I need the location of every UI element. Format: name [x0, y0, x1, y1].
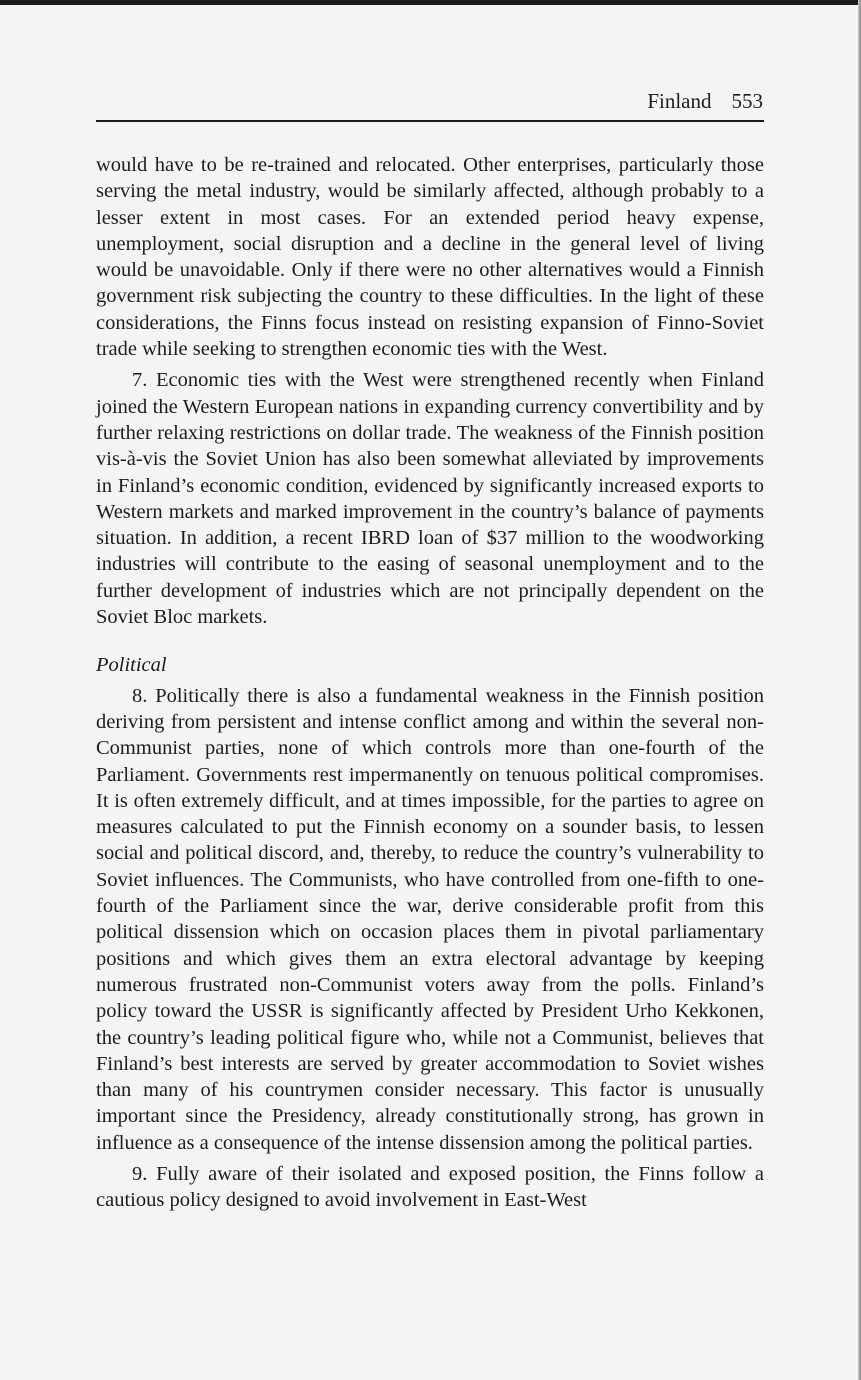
paragraph-9: 9. Fully aware of their isolated and exposed position, the Finns follow a cautious policy designed to avoid involvement in East-West: [96, 1162, 764, 1212]
scan-top-edge: [0, 0, 861, 5]
document-page: [96, 88, 764, 1214]
body-text: [96, 152, 764, 1214]
running-title: Finland: [647, 89, 712, 113]
paragraph-continued: would have to be re-trained and relocated. Other enterprises, particularly those serving the metal industry, would be similarly affected, although probably to a lesser extent in most cases. For an extended period heavy expense, unemployment, social disruption and a decline in the general level of living would be unavoidable. Only if there were no other alternatives would a Finnish government risk subjecting the country to these difficulties. In the light of these considerations, the Finns focus instead on resisting expansion of Finno-Soviet trade while seeking to strengthen economic ties with the West.: [96, 154, 764, 361]
paragraph-8: 8. Politically there is also a fundamental weakness in the Finnish position deriving from persistent and intense conflict among and within the several non-Communist parties, none of which controls more than one-fourth of the Parliament. Governments rest impermanently on tenuous political compromises. It is often extremely difficult, and at times impossible, for the parties to agree on measures calculated to put the Finnish economy on a sounder basis, to lessen social and political discord, and, thereby, to reduce the country’s vulnerability to Soviet influences. The Communists, who have controlled from one-fifth to one-fourth of the Parliament since the war, derive considerable profit from this political dissension which on occasion places them in pivotal parliamentary positions and which gives them an extra electoral advantage by keeping numerous frustrated non-Communist voters away from the polls. Finland’s policy toward the USSR is significantly affected by President Urho Kekkonen, the country’s leading political figure who, while not a Communist, believes that Finland’s best interests are served by greater accommodation to Soviet wishes than many of his countrymen consider necessary. This factor is unusually important since the Presidency, already constitutionally strong, has grown in influence as a consequence of the intense dissension among the political parties.: [96, 684, 764, 1154]
page-number: 553: [731, 89, 763, 113]
running-header: [96, 88, 764, 122]
paragraph-7: 7. Economic ties with the West were strengthened recently when Finland joined the Western European nations in expanding currency convertibility and by further relaxing restrictions on dollar trade. The weakness of the Finnish position vis-à-vis the Soviet Union has also been somewhat alleviated by improvements in Finland’s economic condition, evidenced by significantly increased exports to Western markets and marked improvement in the country’s balance of payments situation. In addition, a recent IBRD loan of $37 million to the woodworking industries will contribute to the easing of seasonal unemployment and to the further development of industries which are not principally dependent on the Soviet Bloc markets.: [96, 369, 764, 629]
section-heading-political: Political: [96, 654, 167, 677]
